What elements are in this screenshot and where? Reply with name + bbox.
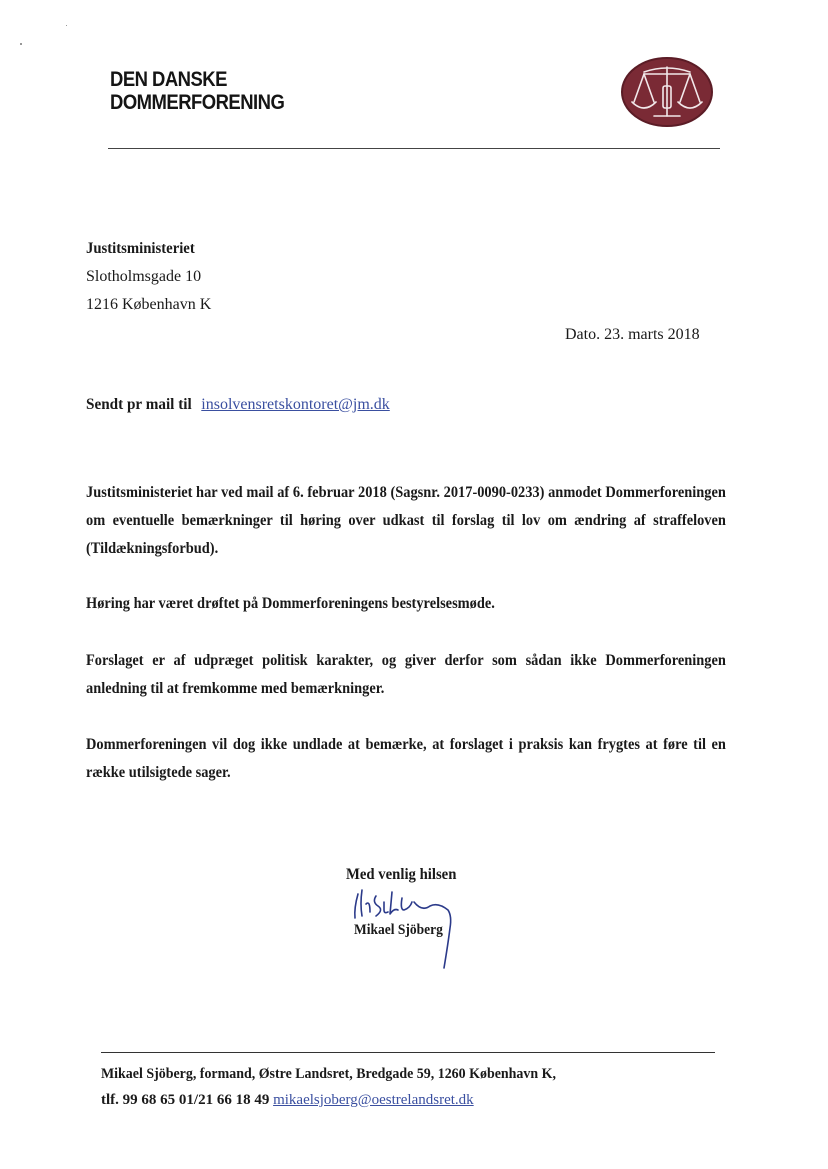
sent-by-label: Sendt pr mail til xyxy=(86,396,192,413)
footer-contact xyxy=(101,1092,474,1109)
paragraph-text: Høring har været drøftet på Dommerforeningens bestyrelsesmøde. xyxy=(86,595,495,612)
paragraph-text: Justitsministeriet har ved mail af 6. februar 2018 (Sagsnr. 2017-0090-0233) anmodet Dommerforeningen om eventuelle bemærkninger til høring over udkast til forslag til lov om ændring af straffeloven (Tildækningsforbud). xyxy=(86,484,726,557)
ministry-email-link[interactable]: insolvensretskontoret@jm.dk xyxy=(201,396,390,413)
organization-name xyxy=(110,68,284,114)
organization-name-line2: DOMMERFORENING xyxy=(110,91,285,114)
recipient-street: Slotholmsgade 10 xyxy=(86,268,202,285)
signer-name: Mikael Sjöberg xyxy=(354,922,443,938)
scan-speck xyxy=(20,43,22,45)
organization-name-line1: DEN DANSKE xyxy=(110,68,227,91)
letter-date: Dato. 23. marts 2018 xyxy=(565,326,700,343)
footer-phone: tlf. 99 68 65 01/21 66 18 49 xyxy=(101,1092,270,1108)
body-paragraph-4 xyxy=(86,731,726,787)
closing-greeting: Med venlig hilsen xyxy=(346,866,457,883)
paragraph-text: Forslaget er af udpræget politisk karakter, og giver derfor som sådan ikke Dommerforeningen anledning til at fremkomme med bemærkninger. xyxy=(86,652,726,697)
footer-divider xyxy=(101,1052,715,1053)
body-paragraph-2 xyxy=(86,590,726,618)
body-paragraph-1 xyxy=(86,479,726,563)
header-divider xyxy=(108,148,720,149)
footer-email-link[interactable]: mikaelsjoberg@oestrelandsret.dk xyxy=(273,1092,474,1108)
sent-by-line xyxy=(86,396,390,414)
scan-speck xyxy=(66,25,67,26)
scales-of-justice-seal-icon xyxy=(620,56,714,128)
recipient-city: 1216 København K xyxy=(86,296,212,313)
body-paragraph-3 xyxy=(86,647,726,703)
paragraph-text: Dommerforeningen vil dog ikke undlade at bemærke, at forslaget i praksis kan frygtes at føre til en række utilsigtede sager. xyxy=(86,736,726,781)
recipient-name: Justitsministeriet xyxy=(86,240,195,257)
footer-address: Mikael Sjöberg, formand, Østre Landsret, Bredgade 59, 1260 København K, xyxy=(101,1066,556,1082)
